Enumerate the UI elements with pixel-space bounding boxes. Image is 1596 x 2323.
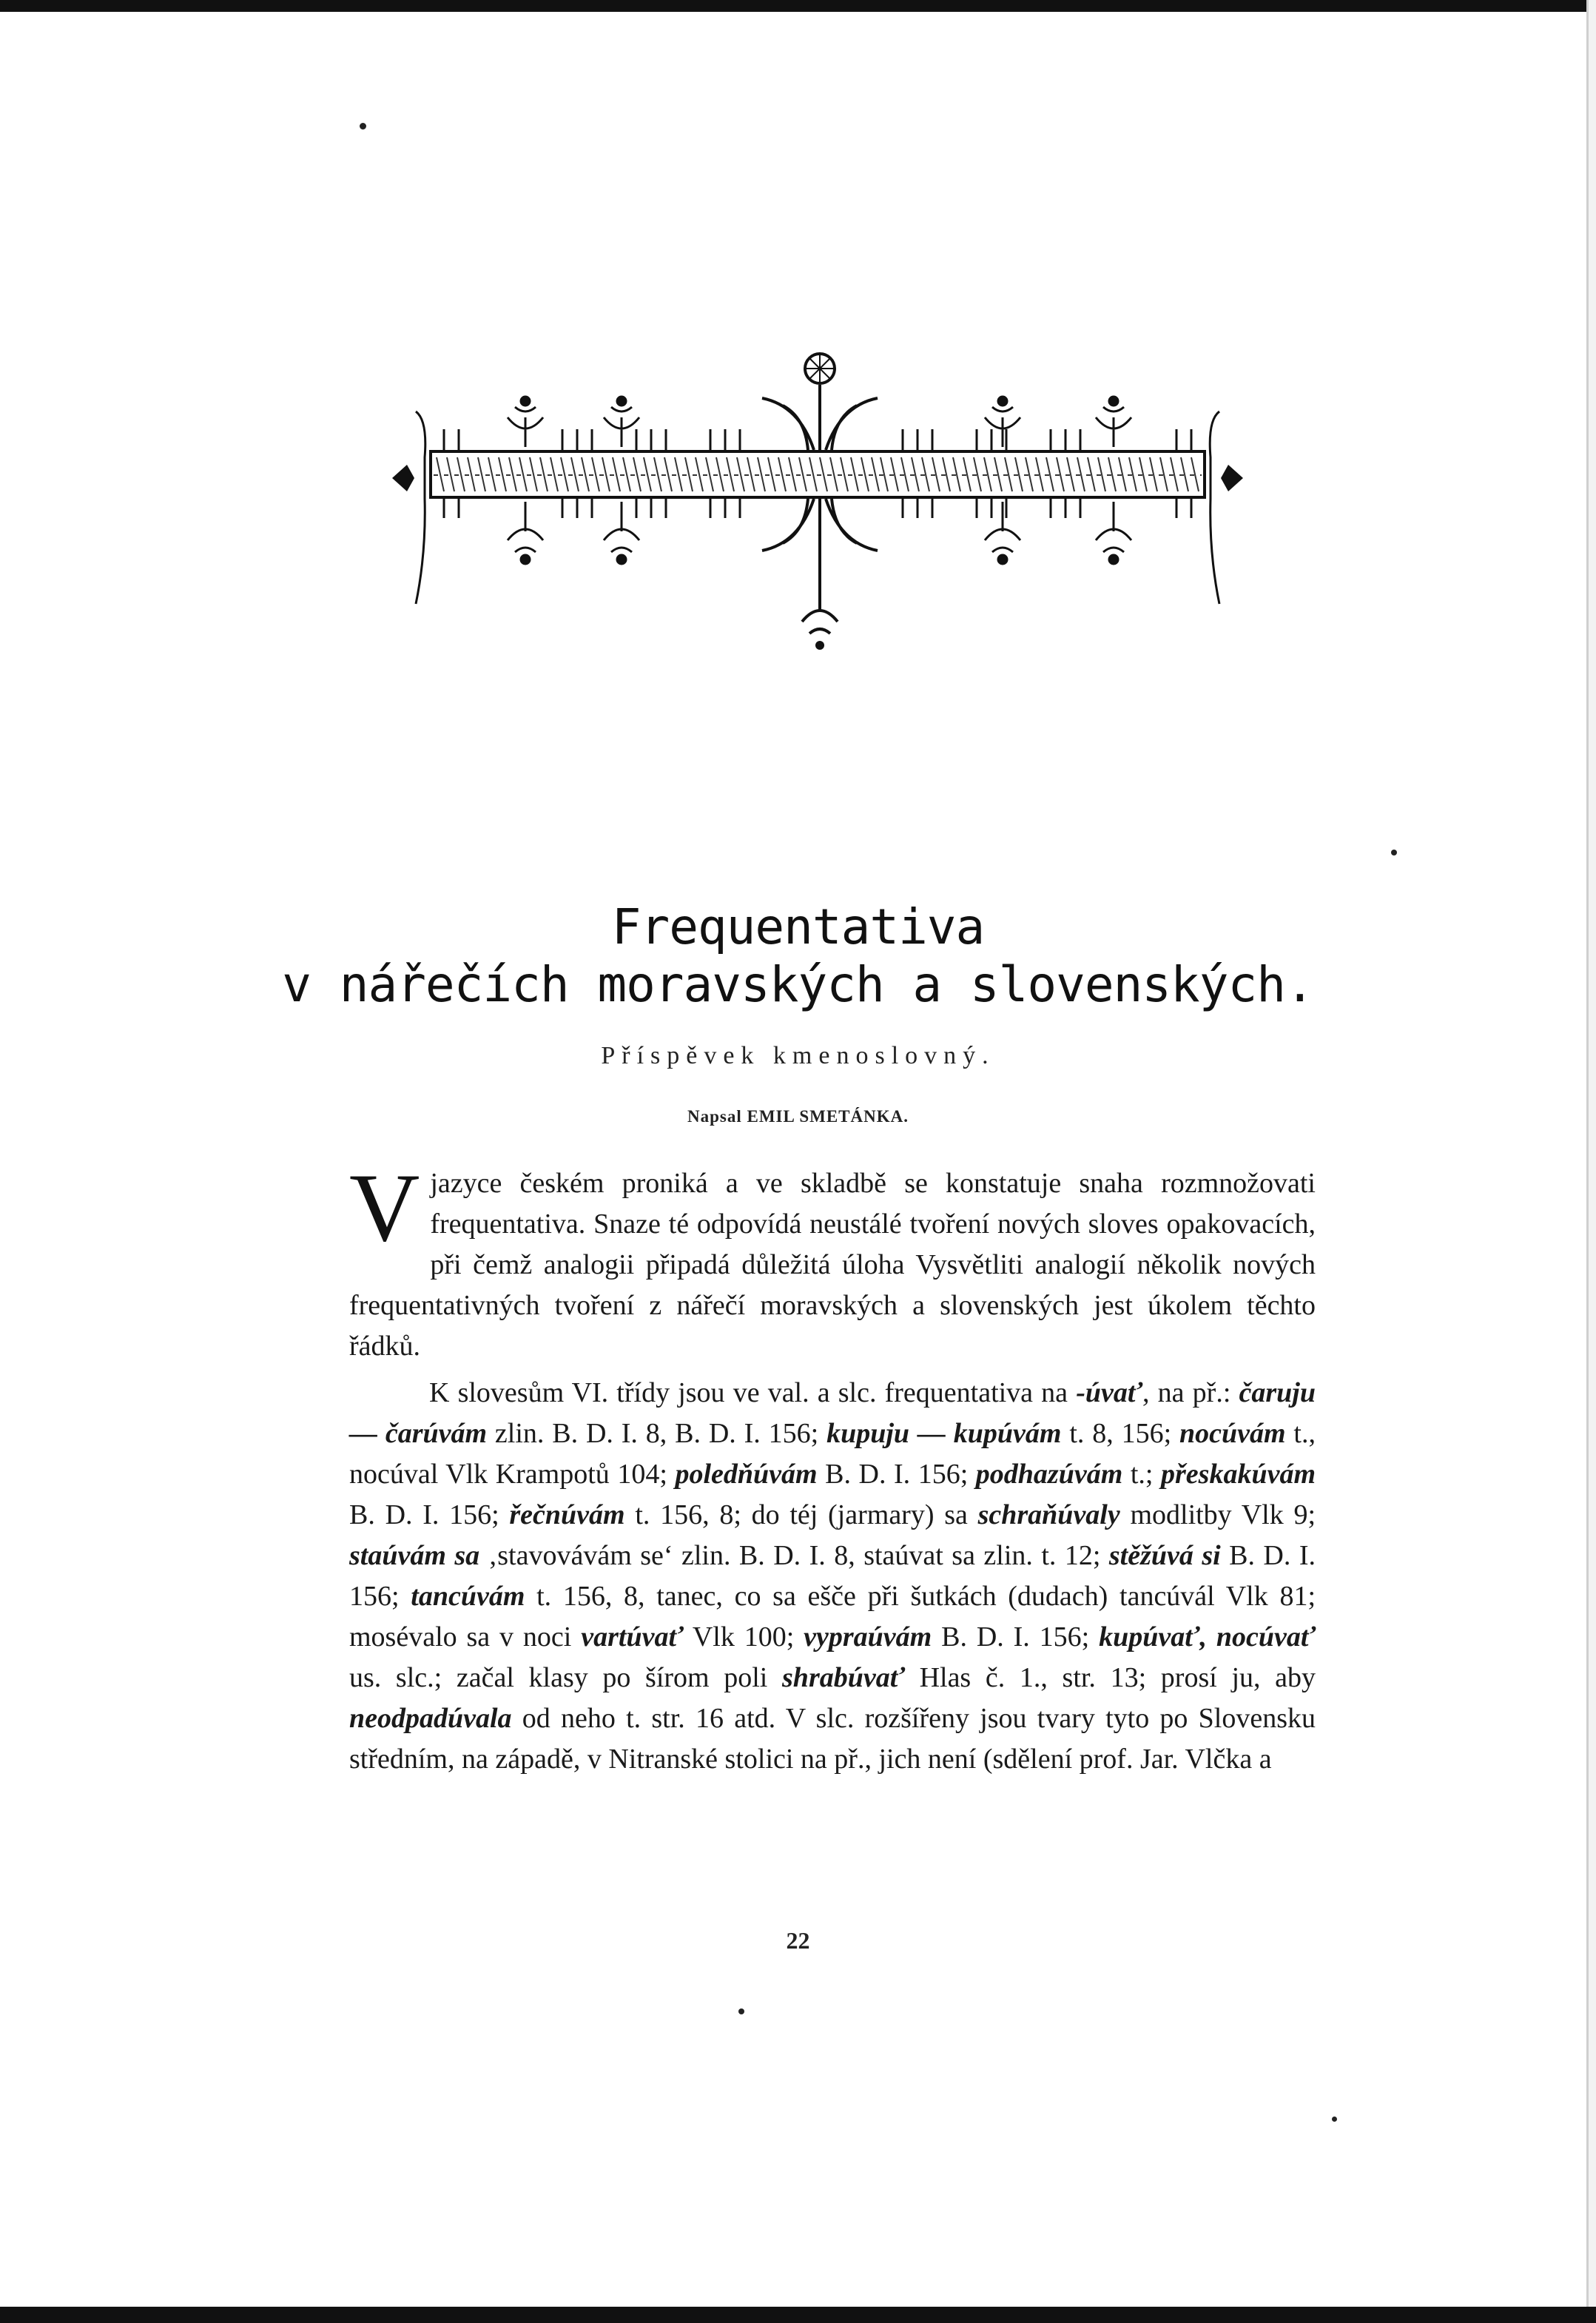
text-run: B. D. I. 156; [349,1540,1316,1612]
drop-cap: V [349,1153,420,1262]
example-word: přeskakúvám [1161,1459,1316,1490]
example-word: tancúvám [411,1581,525,1612]
article-body [349,1153,1316,1780]
text-run: t.; [1122,1459,1161,1490]
text-run: us. slc.; začal klasy po šírom poli [349,1662,783,1693]
example-word: shrabúvať [782,1662,905,1693]
text-run: B. D. I. 156; [932,1621,1100,1653]
text-run: t., nocúval Vlk Krampotů 104; [349,1418,1316,1490]
title-line-2: v nářečích moravských a slovenských. [282,956,1314,1013]
text-run: zlin. B. D. I. 8, B. D. I. 156; [487,1418,827,1449]
text-run: ‚stavovávám se‘ zlin. B. D. I. 8, staúvat sa zlin. t. 12; [479,1540,1109,1571]
example-word: kupúvať, nocúvať [1099,1621,1316,1653]
text-run: Vlk 100; [683,1621,804,1653]
paragraph-2 [349,1373,1316,1780]
text-run: Hlas č. 1., str. 13; prosí ju, aby [904,1662,1316,1693]
scan-speck [1391,850,1397,855]
example-word: staúvám sa [349,1540,480,1571]
example-word: neodpadúvala [349,1703,512,1734]
scan-border-bottom [0,2307,1596,2323]
example-word: řečnúvám [509,1499,625,1530]
scan-speck [360,123,366,130]
scan-speck [1332,2117,1337,2122]
text-run: K slovesům VI. třídy jsou ve val. a slc. frequentativa na [429,1377,1077,1408]
example-word: schraňúvaly [977,1499,1120,1530]
example-word: -úvať [1076,1377,1143,1408]
subtitle: Příspěvek kmenoslovný. [601,1042,995,1069]
text-run: , na př.: [1142,1377,1239,1408]
text-run: od neho t. str. 16 atd. V slc. rozšířeny jsou tvary tyto po Slovensku středním, na západě, v Nitranské stolici na př., jich není (sdělení prof. Jar. Vlčka a [349,1703,1316,1775]
author-byline: Napsal EMIL SMETÁNKA. [687,1107,909,1126]
example-word: čaruju — čarúvám [349,1377,1316,1449]
text-run: B. D. I. 156; [817,1459,976,1490]
scan-border-top [0,0,1596,12]
text-run: B. D. I. 156; [349,1499,510,1530]
title-line-1: Frequentativa [611,898,985,955]
scan-speck [738,2008,744,2014]
example-word: nocúvám [1179,1418,1286,1449]
example-word: kupuju — kupúvám [826,1418,1062,1449]
example-word: podhazúvám [975,1459,1123,1490]
text-run: t. 8, 156; [1061,1418,1180,1449]
text-run: modlitby Vlk 9; [1119,1499,1316,1530]
text-run: t. 156, 8; do téj (jarmary) sa [624,1499,978,1530]
paragraph-1: jazyce českém proniká a ve skladbě se konstatuje snaha rozmnožovati frequentativa. Snaze té odpovídá neustálé tvoření nových sloves opakovacích, při čemž analogii připadá důležitá úloha Vysvětliti analogií několik nových frequentativných tvoření z nářečí moravských a slovenských jest úkolem těchto řádků. [349,1168,1316,1362]
example-word: poledňúvám [675,1459,818,1490]
example-word: vartúvať [581,1621,684,1653]
text-run: t. 156, 8, tanec, co sa ešče při šutkách (dudach) tancúvál Vlk 81; mosévalo sa v noci [349,1581,1316,1653]
page-number: 22 [786,1927,810,1954]
floral-ornament-icon [385,346,1250,672]
scan-border-right [1586,0,1596,2323]
example-word: vypraúvám [804,1621,932,1653]
example-word: stěžúvá si [1108,1540,1221,1571]
